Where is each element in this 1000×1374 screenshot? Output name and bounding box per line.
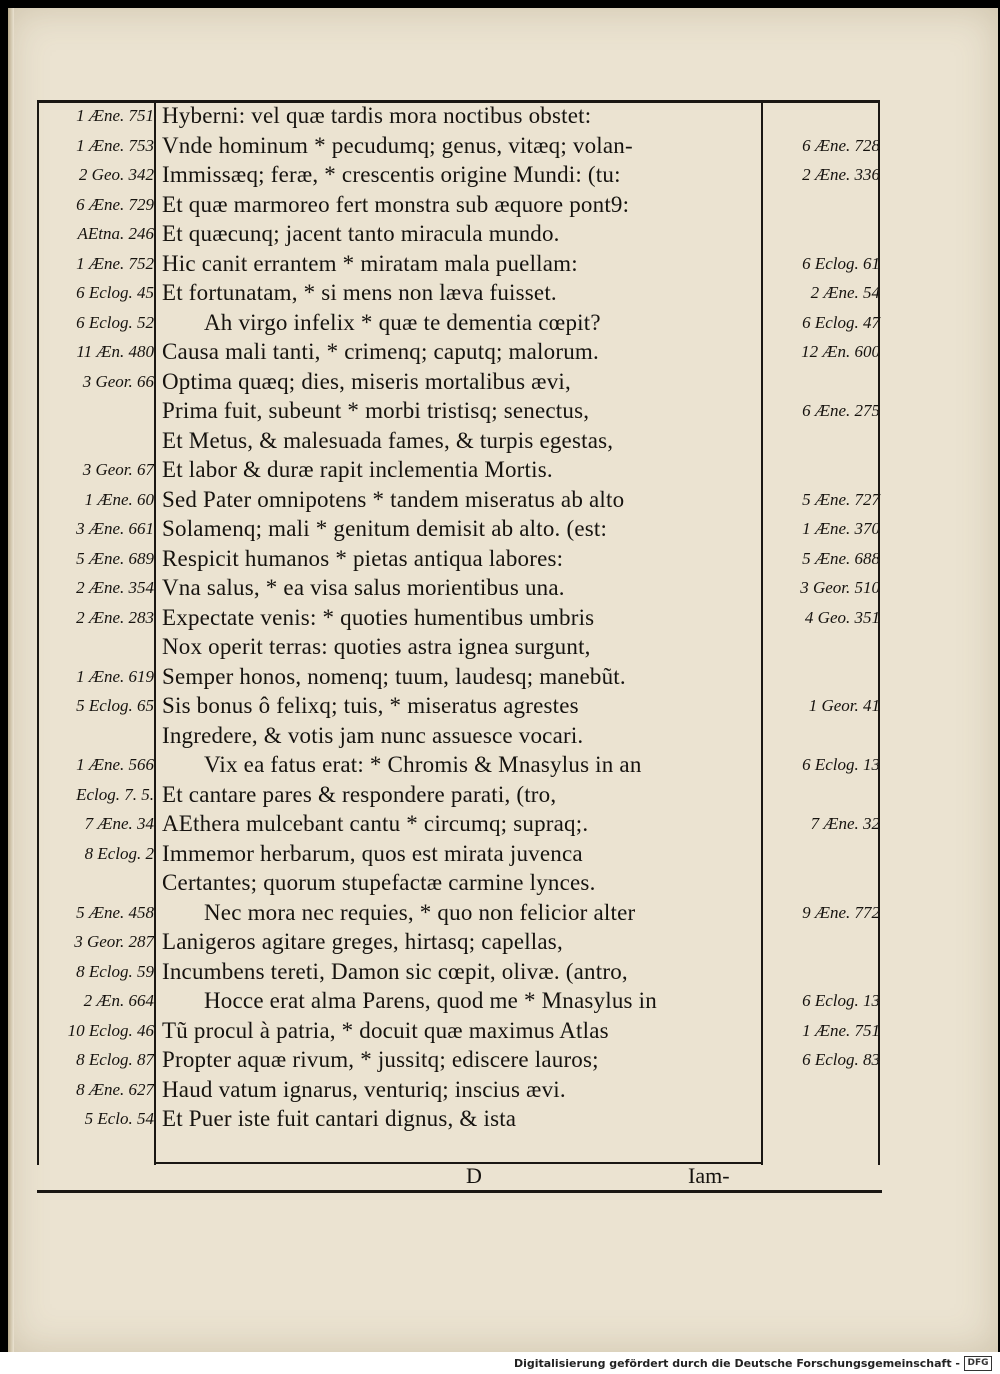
left-reference: 6 Æne. 729: [76, 195, 154, 214]
left-reference: 5 Eclog. 65: [76, 696, 154, 715]
left-inner-rule: [154, 100, 156, 1165]
left-reference: 6 Eclog. 52: [76, 313, 154, 332]
left-reference: 5 Æne. 458: [76, 903, 154, 922]
right-reference: [766, 662, 880, 692]
left-reference: 1 Æne. 60: [84, 490, 154, 509]
verse-line: Expectate venis: * quoties humentibus umbris: [162, 605, 595, 630]
verse-line: Nox operit terras: quoties astra ignea surgunt,: [162, 634, 591, 659]
left-reference: 1 Æne. 751: [76, 106, 154, 125]
right-reference: 3 Geor. 510: [800, 578, 880, 597]
verse-line: Immemor herbarum, quos est mirata juvenca: [162, 841, 583, 866]
left-reference: 2 Geo. 342: [78, 165, 154, 184]
verse-line: Prima fuit, subeunt * morbi tristisq; senectus,: [162, 398, 590, 423]
right-reference: [766, 1075, 880, 1105]
left-reference: 3 Geor. 67: [82, 460, 154, 479]
left-reference: 8 Eclog. 59: [76, 962, 154, 981]
verse-line: Hocce erat alma Parens, quod me * Mnasylus in: [204, 988, 657, 1013]
verse-line: Et fortunatam, * si mens non læva fuisset.: [162, 280, 557, 305]
right-reference: 6 Eclog. 13: [802, 755, 880, 774]
verse-line: Lanigeros agitare greges, hirtasq; capellas,: [162, 929, 563, 954]
right-reference: [766, 957, 880, 987]
left-reference: 2 Æne. 354: [76, 578, 154, 597]
verse-line: Et labor & duræ rapit inclementia Mortis.: [162, 457, 553, 482]
left-reference: 2 Æn. 664: [83, 991, 154, 1010]
verse-line: Certantes; quorum stupefactæ carmine lynces.: [162, 870, 596, 895]
left-reference: [42, 426, 154, 456]
right-reference: [766, 632, 880, 662]
right-reference: [766, 839, 880, 869]
right-reference: 2 Æne. 336: [802, 165, 880, 184]
right-reference: 1 Æne. 370: [802, 519, 880, 538]
right-reference: [766, 927, 880, 957]
right-reference: 7 Æne. 32: [810, 814, 880, 833]
left-reference: 5 Eclo. 54: [84, 1109, 154, 1128]
digitization-notice: Digitalisierung gefördert durch die Deutsche Forschungsgemeinschaft -: [513, 1357, 960, 1370]
left-reference: 1 Æne. 566: [76, 755, 154, 774]
left-reference: 8 Æne. 627: [76, 1080, 154, 1099]
left-reference: 1 Æne. 752: [76, 254, 154, 273]
right-reference: 12 Æn. 600: [801, 342, 880, 361]
verse-line: Haud vatum ignarus, venturiq; inscius ævi.: [162, 1077, 566, 1102]
verse-line: Et quæcunq; jacent tanto miracula mundo.: [162, 221, 560, 246]
left-reference: 7 Æne. 34: [84, 814, 154, 833]
right-reference: [766, 1104, 880, 1134]
verse-line: Respicit humanos * pietas antiqua labores:: [162, 546, 564, 571]
verse-line: Sis bonus ô felixq; tuis, * miseratus agrestes: [162, 693, 579, 718]
left-reference: 3 Geor. 66: [82, 372, 154, 391]
verse-line: AEthera mulcebant cantu * circumq; supraq;.: [162, 811, 589, 836]
verse-line: Tũ procul à patria, * docuit quæ maximus Atlas: [162, 1018, 609, 1043]
dfg-logo: DFG: [964, 1356, 992, 1371]
verse-line: Et Puer iste fuit cantari dignus, & ista: [162, 1106, 517, 1131]
left-reference: [42, 632, 154, 662]
verse-line: Vna salus, * ea visa salus morientibus una.: [162, 575, 565, 600]
right-reference: 1 Æne. 751: [802, 1021, 880, 1040]
verse-line: Hyberni: vel quæ tardis mora noctibus obstet:: [162, 103, 592, 128]
right-reference: 6 Æne. 728: [802, 136, 880, 155]
verse-line: Vix ea fatus erat: * Chromis & Mnasylus in an: [204, 752, 642, 777]
right-reference: [766, 721, 880, 751]
right-reference: 9 Æne. 772: [802, 903, 880, 922]
right-reference: 4 Geo. 351: [804, 608, 880, 627]
verse-line: Propter aquæ rivum, * jussitq; ediscere lauros;: [162, 1047, 599, 1072]
right-reference: [766, 190, 880, 220]
right-reference: [766, 780, 880, 810]
right-reference: 5 Æne. 727: [802, 490, 880, 509]
left-reference: 8 Eclog. 2: [84, 844, 154, 863]
left-reference: 2 Æne. 283: [76, 608, 154, 627]
right-reference: [766, 426, 880, 456]
left-reference: [42, 868, 154, 898]
verse-line: Immissæq; feræ, * crescentis origine Mundi: (tu:: [162, 162, 621, 187]
right-reference: [766, 219, 880, 249]
left-reference: 8 Eclog. 87: [76, 1050, 154, 1069]
right-reference: [766, 868, 880, 898]
verse-line: Causa mali tanti, * crimenq; caputq; malorum.: [162, 339, 599, 364]
text-bottom-rule: [154, 1162, 763, 1164]
signature-mark: D: [466, 1163, 482, 1188]
right-reference: 6 Æne. 275: [802, 401, 880, 420]
verse-line: Et quæ marmoreo fert monstra sub æquore pont9:: [162, 192, 630, 217]
right-reference: [766, 367, 880, 397]
right-reference: 6 Eclog. 47: [802, 313, 880, 332]
verse-line: Incumbens tereti, Damon sic cœpit, olivæ. (antro,: [162, 959, 628, 984]
right-reference: 2 Æne. 54: [810, 283, 880, 302]
verse-line: Ingredere, & votis jam nunc assuesce vocari.: [162, 723, 584, 748]
right-reference: 6 Eclog. 83: [802, 1050, 880, 1069]
right-reference: 6 Eclog. 13: [802, 991, 880, 1010]
verse-line: Semper honos, nomenq; tuum, laudesq; manebũt.: [162, 664, 626, 689]
left-reference: 3 Æne. 661: [76, 519, 154, 538]
verse-line: Nec mora nec requies, * quo non felicior alter: [204, 900, 636, 925]
verse-line: Et Metus, & malesuada fames, & turpis egestas,: [162, 428, 614, 453]
right-reference: 5 Æne. 688: [802, 549, 880, 568]
left-reference: Eclog. 7. 5.: [76, 785, 154, 804]
right-reference: 1 Geor. 41: [808, 696, 880, 715]
verse-line: Hic canit errantem * miratam mala puellam:: [162, 251, 578, 276]
page-edge: [8, 8, 14, 1352]
right-reference: 6 Eclog. 61: [802, 254, 880, 273]
left-reference: 11 Æn. 480: [76, 342, 154, 361]
right-reference: [766, 455, 880, 485]
verse-line: Solamenq; mali * genitum demisit ab alto. (est:: [162, 516, 608, 541]
verse-line: Vnde hominum * pecudumq; genus, vitæq; volan-: [162, 133, 633, 158]
left-reference: [42, 721, 154, 751]
verse-line: Et cantare pares & respondere parati, (tro,: [162, 782, 557, 807]
left-reference: 6 Eclog. 45: [76, 283, 154, 302]
verse-line: Ah virgo infelix * quæ te dementia cœpit?: [204, 310, 601, 335]
right-reference: [766, 101, 880, 131]
left-reference: 3 Geor. 287: [74, 932, 154, 951]
page-bottom-rule: [37, 1190, 882, 1193]
left-reference: 1 Æne. 753: [76, 136, 154, 155]
verse-line: Optima quæq; dies, miseris mortalibus ævi,: [162, 369, 571, 394]
left-reference: 10 Eclog. 46: [67, 1021, 154, 1040]
verse-line: Sed Pater omnipotens * tandem miseratus ab alto: [162, 487, 625, 512]
left-reference: [42, 396, 154, 426]
left-outer-rule: [37, 100, 39, 1165]
catchword: Iam-: [688, 1163, 730, 1188]
left-reference: 1 Æne. 619: [76, 667, 154, 686]
left-reference: 5 Æne. 689: [76, 549, 154, 568]
left-reference: AEtna. 246: [77, 224, 154, 243]
